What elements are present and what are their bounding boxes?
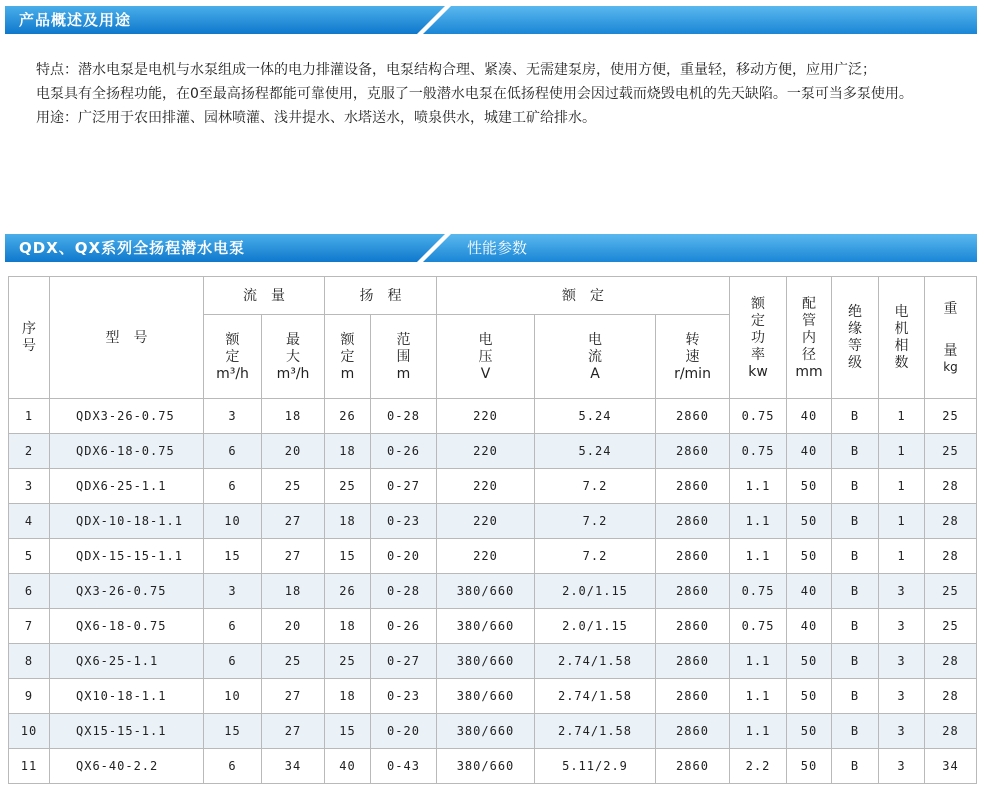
table-cell: 28 <box>925 714 977 749</box>
table-cell: 1.1 <box>730 539 787 574</box>
header-flow-rated: 额定 m³/h <box>204 315 262 399</box>
table-cell: 50 <box>787 469 832 504</box>
table-cell: 0.75 <box>730 399 787 434</box>
table-cell: 380/660 <box>437 679 535 714</box>
table-cell: 27 <box>262 679 325 714</box>
table-cell: 3 <box>879 574 925 609</box>
section-title: QDX、QX系列全扬程潜水电泵 <box>19 239 246 257</box>
table-row <box>9 609 977 644</box>
table-cell: 2 <box>9 434 50 469</box>
table-cell: 1 <box>879 434 925 469</box>
table-cell: 3 <box>879 609 925 644</box>
header-phases: 电机相数 <box>879 277 925 399</box>
table-cell: 28 <box>925 679 977 714</box>
table-cell: 26 <box>325 574 371 609</box>
table-cell: 4 <box>9 504 50 539</box>
table-cell: 28 <box>925 539 977 574</box>
table-cell: 18 <box>325 609 371 644</box>
table-cell: 0-28 <box>371 574 437 609</box>
table-cell: 27 <box>262 539 325 574</box>
table-cell: B <box>832 609 879 644</box>
table-cell: B <box>832 644 879 679</box>
table-cell: 2860 <box>656 574 730 609</box>
table-cell: B <box>832 434 879 469</box>
table-cell: 25 <box>925 399 977 434</box>
header-weight: 重 量 kg <box>925 277 977 399</box>
table-cell: 2.74/1.58 <box>535 714 656 749</box>
table-cell: 15 <box>204 714 262 749</box>
table-cell: 7.2 <box>535 504 656 539</box>
table-cell: 15 <box>325 714 371 749</box>
table-cell: 220 <box>437 539 535 574</box>
table-cell: 1 <box>879 469 925 504</box>
table-cell: 3 <box>9 469 50 504</box>
intro-usage: 用途：广泛用于农田排灌、园林喷灌、浅井提水、水塔送水，喷泉供水，城建工矿给排水。 <box>36 110 596 126</box>
table-cell: B <box>832 504 879 539</box>
table-cell: 15 <box>204 539 262 574</box>
table-cell: 34 <box>925 749 977 784</box>
table-cell: 0.75 <box>730 434 787 469</box>
table-cell: 25 <box>262 644 325 679</box>
table-cell: 6 <box>204 469 262 504</box>
table-cell: QX6-40-2.2 <box>50 749 204 784</box>
section-subtitle: 性能参数 <box>467 239 528 257</box>
table-row <box>9 399 977 434</box>
table-cell: B <box>832 399 879 434</box>
table-cell: 18 <box>262 574 325 609</box>
section-header-overview <box>5 6 977 34</box>
table-cell: B <box>832 574 879 609</box>
header-head-range: 范围 m <box>371 315 437 399</box>
table-cell: 27 <box>262 504 325 539</box>
table-cell: 5 <box>9 539 50 574</box>
table-cell: 380/660 <box>437 574 535 609</box>
table-cell: 3 <box>204 574 262 609</box>
table-cell: QX10-18-1.1 <box>50 679 204 714</box>
table-cell: 50 <box>787 679 832 714</box>
table-cell: QDX-10-18-1.1 <box>50 504 204 539</box>
table-cell: 0-23 <box>371 679 437 714</box>
table-cell: 11 <box>9 749 50 784</box>
table-cell: 5.24 <box>535 399 656 434</box>
table-cell: 0-27 <box>371 469 437 504</box>
table-cell: 2860 <box>656 609 730 644</box>
table-cell: 40 <box>787 399 832 434</box>
header-pipe: 配管内径 mm <box>787 277 832 399</box>
table-cell: 0-23 <box>371 504 437 539</box>
table-cell: 40 <box>787 434 832 469</box>
table-cell: 6 <box>204 644 262 679</box>
table-cell: QDX-15-15-1.1 <box>50 539 204 574</box>
section-header-bar <box>5 6 977 34</box>
table-cell: 2860 <box>656 539 730 574</box>
table-cell: 26 <box>325 399 371 434</box>
table-cell: 380/660 <box>437 644 535 679</box>
table-cell: 2860 <box>656 644 730 679</box>
table-cell: 220 <box>437 469 535 504</box>
table-cell: 10 <box>9 714 50 749</box>
table-cell: QX3-26-0.75 <box>50 574 204 609</box>
product-intro <box>6 58 976 130</box>
table-cell: 50 <box>787 504 832 539</box>
table-cell: 3 <box>879 679 925 714</box>
table-cell: 1.1 <box>730 504 787 539</box>
table-cell: 5.11/2.9 <box>535 749 656 784</box>
table-cell: 25 <box>925 609 977 644</box>
table-cell: 50 <box>787 539 832 574</box>
table-cell: 0-20 <box>371 539 437 574</box>
header-insulation: 绝缘等级 <box>832 277 879 399</box>
table-cell: 18 <box>325 504 371 539</box>
table-cell: QX6-25-1.1 <box>50 644 204 679</box>
table-cell: 1.1 <box>730 714 787 749</box>
header-model: 型 号 <box>50 277 204 399</box>
header-flow-max: 最大 m³/h <box>262 315 325 399</box>
header-seq: 序号 <box>9 277 50 399</box>
table-cell: 2860 <box>656 504 730 539</box>
header-flow: 流 量 <box>204 277 325 315</box>
table-cell: 6 <box>204 434 262 469</box>
header-power: 额定功率 kw <box>730 277 787 399</box>
table-cell: 0-28 <box>371 399 437 434</box>
table-cell: 27 <box>262 714 325 749</box>
table-row <box>9 679 977 714</box>
table-cell: 2.74/1.58 <box>535 679 656 714</box>
table-cell: 34 <box>262 749 325 784</box>
table-cell: 2860 <box>656 714 730 749</box>
table-cell: 6 <box>204 749 262 784</box>
table-cell: 220 <box>437 504 535 539</box>
table-cell: 10 <box>204 504 262 539</box>
table-cell: 2860 <box>656 434 730 469</box>
table-cell: 5.24 <box>535 434 656 469</box>
table-cell: 50 <box>787 714 832 749</box>
table-cell: 2.0/1.15 <box>535 574 656 609</box>
table-cell: 220 <box>437 399 535 434</box>
table-cell: 50 <box>787 644 832 679</box>
table-cell: QDX6-18-0.75 <box>50 434 204 469</box>
table-cell: 25 <box>325 644 371 679</box>
table-cell: 1.1 <box>730 679 787 714</box>
table-cell: 15 <box>325 539 371 574</box>
table-row <box>9 714 977 749</box>
table-cell: 28 <box>925 469 977 504</box>
table-cell: 2.74/1.58 <box>535 644 656 679</box>
table-cell: 0-43 <box>371 749 437 784</box>
header-current: 电流 A <box>535 315 656 399</box>
table-row <box>9 574 977 609</box>
table-cell: 25 <box>925 574 977 609</box>
header-head-rated: 额定 m <box>325 315 371 399</box>
table-cell: B <box>832 714 879 749</box>
table-cell: 18 <box>262 399 325 434</box>
table-cell: 40 <box>787 574 832 609</box>
spec-table-body <box>9 399 977 784</box>
table-cell: 2.0/1.15 <box>535 609 656 644</box>
spec-table <box>8 276 977 784</box>
table-cell: 3 <box>879 714 925 749</box>
table-cell: 1.1 <box>730 469 787 504</box>
table-cell: QX15-15-1.1 <box>50 714 204 749</box>
table-cell: 380/660 <box>437 749 535 784</box>
table-cell: 40 <box>787 609 832 644</box>
table-cell: B <box>832 749 879 784</box>
intro-full-head: 电泵具有全扬程功能，在0至最高扬程都能可靠使用，克服了一般潜水电泵在低扬程使用会因过载而烧毁电机的先天缺陷。一泵可当多泵使用。 <box>36 86 913 102</box>
table-cell: 1 <box>879 399 925 434</box>
header-head: 扬 程 <box>325 277 437 315</box>
table-cell: 2860 <box>656 399 730 434</box>
table-cell: 20 <box>262 434 325 469</box>
table-cell: 7.2 <box>535 469 656 504</box>
table-cell: 220 <box>437 434 535 469</box>
table-cell: 3 <box>879 644 925 679</box>
table-row <box>9 539 977 574</box>
table-cell: 380/660 <box>437 714 535 749</box>
table-cell: 1 <box>9 399 50 434</box>
table-cell: 6 <box>9 574 50 609</box>
table-cell: 10 <box>204 679 262 714</box>
table-cell: 0-20 <box>371 714 437 749</box>
table-cell: B <box>832 469 879 504</box>
table-cell: 1 <box>879 539 925 574</box>
table-row <box>9 434 977 469</box>
table-cell: 7 <box>9 609 50 644</box>
table-cell: 40 <box>325 749 371 784</box>
table-cell: 25 <box>325 469 371 504</box>
table-cell: 18 <box>325 679 371 714</box>
table-cell: QDX6-25-1.1 <box>50 469 204 504</box>
table-cell: 20 <box>262 609 325 644</box>
table-cell: 50 <box>787 749 832 784</box>
table-cell: 9 <box>9 679 50 714</box>
table-cell: 3 <box>879 749 925 784</box>
table-cell: 1.1 <box>730 644 787 679</box>
table-cell: 1 <box>879 504 925 539</box>
table-row <box>9 504 977 539</box>
table-cell: 2860 <box>656 679 730 714</box>
table-cell: B <box>832 679 879 714</box>
table-cell: QX6-18-0.75 <box>50 609 204 644</box>
table-cell: 2860 <box>656 749 730 784</box>
table-cell: 25 <box>925 434 977 469</box>
table-cell: 25 <box>262 469 325 504</box>
header-voltage: 电压 V <box>437 315 535 399</box>
table-cell: 380/660 <box>437 609 535 644</box>
header-rated: 额 定 <box>437 277 730 315</box>
table-cell: QDX3-26-0.75 <box>50 399 204 434</box>
table-cell: 7.2 <box>535 539 656 574</box>
table-cell: 2.2 <box>730 749 787 784</box>
table-cell: 0-26 <box>371 434 437 469</box>
spec-table-wrap <box>8 276 976 784</box>
table-cell: 18 <box>325 434 371 469</box>
table-cell: 8 <box>9 644 50 679</box>
table-row <box>9 644 977 679</box>
table-cell: 6 <box>204 609 262 644</box>
section-header-specs <box>5 234 977 262</box>
header-speed: 转速 r/min <box>656 315 730 399</box>
table-cell: 0.75 <box>730 609 787 644</box>
table-cell: 3 <box>204 399 262 434</box>
table-row <box>9 749 977 784</box>
table-cell: 0.75 <box>730 574 787 609</box>
table-cell: 2860 <box>656 469 730 504</box>
table-cell: B <box>832 539 879 574</box>
intro-features: 特点：潜水电泵是电机与水泵组成一体的电力排灌设备，电泵结构合理、紧凑、无需建泵房，使用方便，重量轻，移动方便，应用广泛； <box>36 62 876 78</box>
table-cell: 28 <box>925 644 977 679</box>
table-row <box>9 469 977 504</box>
table-cell: 0-26 <box>371 609 437 644</box>
table-cell: 0-27 <box>371 644 437 679</box>
section-title: 产品概述及用途 <box>19 11 132 29</box>
table-cell: 28 <box>925 504 977 539</box>
